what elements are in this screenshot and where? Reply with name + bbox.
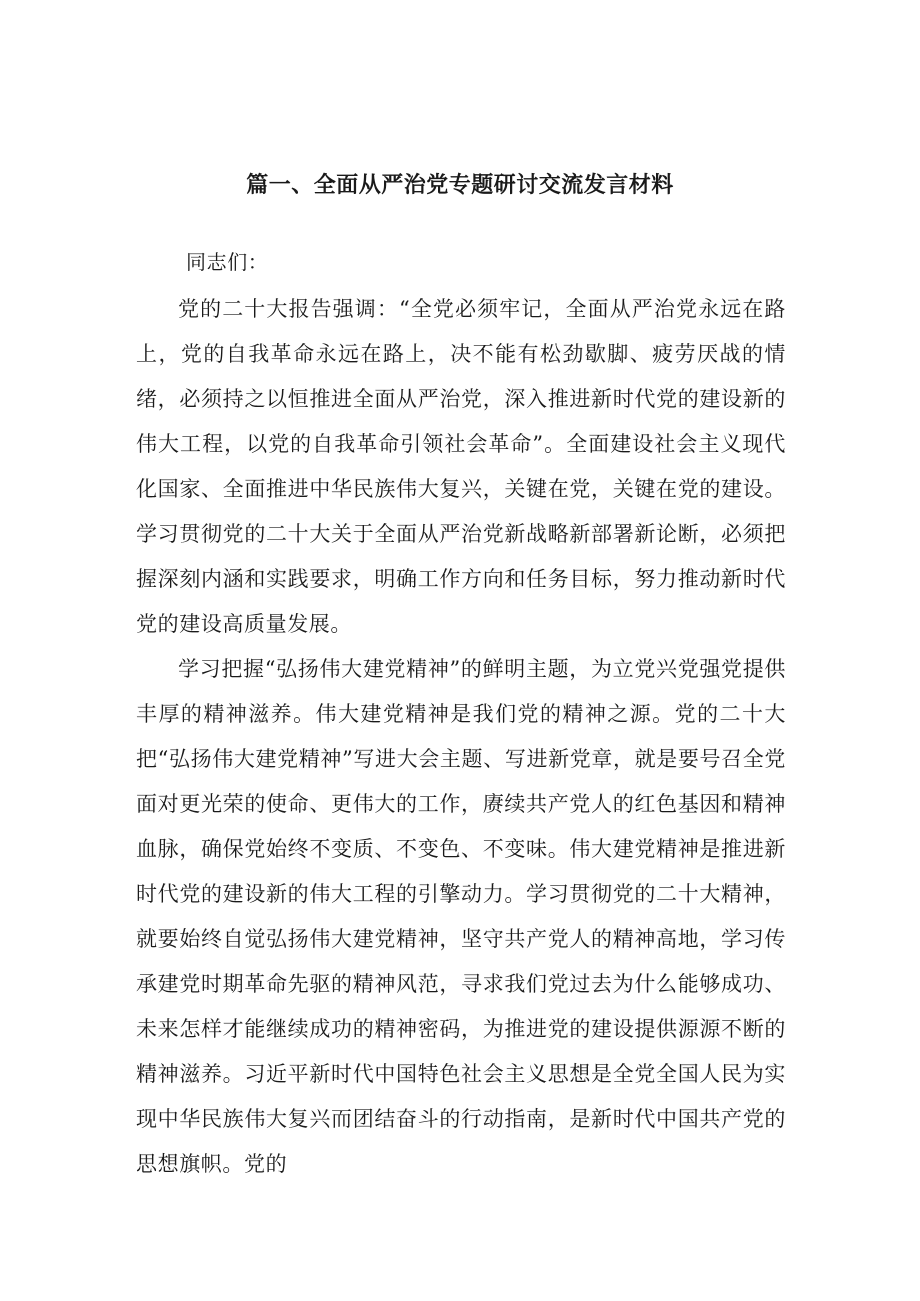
salutation: 同志们： <box>186 250 269 274</box>
body-paragraph-1: 党的二十大报告强调：“全党必须牢记，全面从严治党永远在路上，党的自我革命永远在路上，决不能有松劲歇脚、疲劳厌战的情绪，必须持之以恒推进全面从严治党，深入推进新时代党的建设新的伟大工程，以党的自我革命引领社会革命”。全面建设社会主义现代化国家、全面推进中华民族伟大复兴，关键在党，关键在党的建设。学习贯彻党的二十大关于全面从严治党新战略新部署新论断，必须把握深刻内涵和实践要求，明确工作方向和任务目标，努力推动新时代党的建设高质量发展。 <box>136 297 786 636</box>
body-paragraph-2: 学习把握“弘扬伟大建党精神”的鲜明主题，为立党兴党强党提供丰厚的精神滋养。伟大建党精神是我们党的精神之源。党的二十大把“弘扬伟大建党精神”写进大会主题、写进新党章，就是要号召全党面对更光荣的使命、更伟大的工作，赓续共产党人的红色基因和精神血脉，确保党始终不变质、不变色、不变味。伟大建党精神是推进新时代党的建设新的伟大工程的引擎动力。学习贯彻党的二十大精神，就要始终自觉弘扬伟大建党精神，坚守共产党人的精神高地，学习传承建党时期革命先驱的精神风范，寻求我们党过去为什么能够成功、未来怎样才能继续成功的精神密码，为推进党的建设提供源源不断的精神滋养。习近平新时代中国特色社会主义思想是全党全国人民为实现中华民族伟大复兴而团结奋斗的行动指南，是新时代中国共产党的思想旗帜。党的 <box>136 657 786 1176</box>
document-title: 篇一、全面从严治党专题研讨交流发言材料 <box>246 173 674 198</box>
document-body <box>136 236 786 1187</box>
